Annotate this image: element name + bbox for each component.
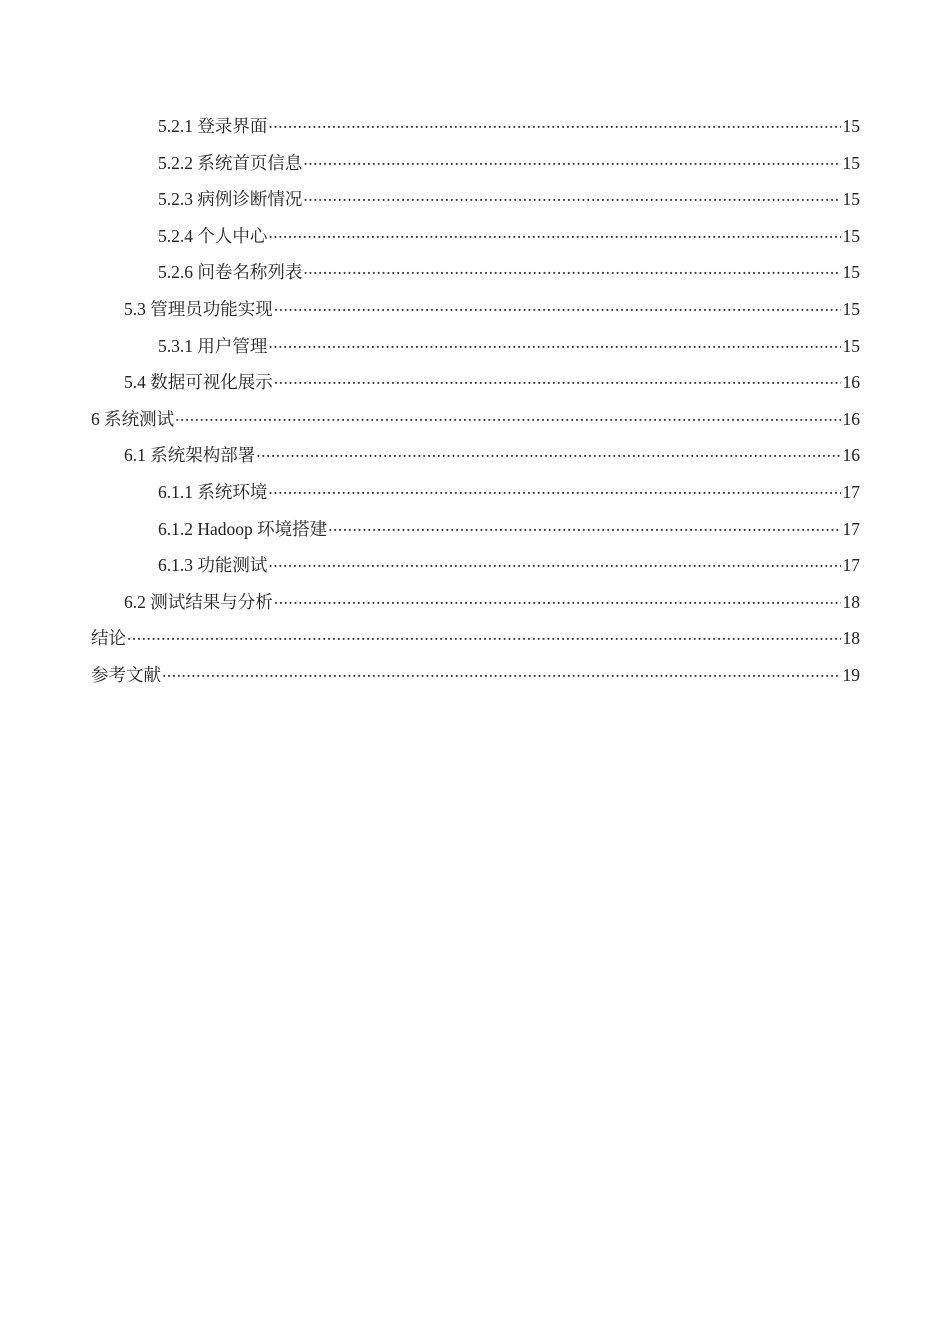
toc-entry-5-2-4[interactable] xyxy=(91,218,860,255)
toc-entry-title: 6.1.3 功能测试 xyxy=(158,555,268,576)
toc-entry-title: 结论 xyxy=(91,628,126,649)
dot-leader xyxy=(274,295,841,315)
dot-leader xyxy=(303,258,841,278)
toc-entry-title: 5.2.4 个人中心 xyxy=(158,225,268,246)
toc-entry-page: 18 xyxy=(842,628,860,649)
toc-entry-6[interactable] xyxy=(91,401,860,438)
toc-entry-title: 5.2.3 病例诊断情况 xyxy=(158,189,303,210)
toc-entry-page: 15 xyxy=(842,262,860,283)
toc-entry-page: 17 xyxy=(842,518,860,539)
toc-entry-page: 15 xyxy=(842,189,860,210)
dot-leader xyxy=(268,112,841,132)
toc-entry-title: 参考文献 xyxy=(91,664,161,685)
toc-entry-5-2-6[interactable] xyxy=(91,254,860,291)
table-of-contents xyxy=(91,108,860,694)
dot-leader xyxy=(127,624,841,644)
toc-entry-title: 6.1 系统架构部署 xyxy=(124,445,256,466)
toc-entry-title: 6.2 测试结果与分析 xyxy=(124,591,273,612)
toc-entry-5-3[interactable] xyxy=(91,291,860,328)
dot-leader xyxy=(256,441,841,461)
toc-entry-page: 16 xyxy=(842,408,860,429)
dot-leader xyxy=(175,405,841,425)
toc-entry-conclusion[interactable] xyxy=(91,620,860,657)
toc-entry-title: 6.1.1 系统环境 xyxy=(158,481,268,502)
toc-entry-title: 5.3 管理员功能实现 xyxy=(124,298,273,319)
toc-entry-page: 16 xyxy=(842,372,860,393)
dot-leader xyxy=(162,661,841,681)
toc-entry-6-1[interactable] xyxy=(91,437,860,474)
toc-entry-page: 15 xyxy=(842,152,860,173)
toc-entry-page: 16 xyxy=(842,445,860,466)
toc-entry-6-1-1[interactable] xyxy=(91,474,860,511)
toc-entry-title: 5.2.2 系统首页信息 xyxy=(158,152,303,173)
toc-entry-5-3-1[interactable] xyxy=(91,328,860,365)
dot-leader xyxy=(274,368,841,388)
dot-leader xyxy=(268,222,841,242)
toc-entry-6-1-3[interactable] xyxy=(91,547,860,584)
toc-entry-title: 6.1.2 Hadoop 环境搭建 xyxy=(158,518,328,539)
toc-entry-5-4[interactable] xyxy=(91,364,860,401)
toc-entry-page: 15 xyxy=(842,298,860,319)
dot-leader xyxy=(268,332,841,352)
dot-leader xyxy=(274,588,841,608)
dot-leader xyxy=(328,515,841,535)
toc-entry-page: 15 xyxy=(842,116,860,136)
toc-entry-references[interactable] xyxy=(91,657,860,694)
dot-leader xyxy=(303,149,841,169)
toc-entry-page: 17 xyxy=(842,555,860,576)
toc-entry-title: 5.2.6 问卷名称列表 xyxy=(158,262,303,283)
toc-entry-5-2-3[interactable] xyxy=(91,181,860,218)
toc-entry-title: 6 系统测试 xyxy=(91,408,175,429)
toc-entry-page: 15 xyxy=(842,335,860,356)
dot-leader xyxy=(268,551,841,571)
dot-leader xyxy=(268,478,841,498)
toc-entry-title: 5.3.1 用户管理 xyxy=(158,335,268,356)
dot-leader xyxy=(303,185,841,205)
toc-entry-page: 15 xyxy=(842,225,860,246)
toc-entry-title: 5.4 数据可视化展示 xyxy=(124,372,273,393)
toc-entry-5-2-2[interactable] xyxy=(91,145,860,182)
toc-entry-page: 18 xyxy=(842,591,860,612)
toc-entry-6-2[interactable] xyxy=(91,584,860,621)
toc-entry-5-2-1[interactable] xyxy=(91,108,860,145)
toc-entry-6-1-2[interactable] xyxy=(91,511,860,548)
toc-entry-page: 17 xyxy=(842,481,860,502)
toc-entry-title: 5.2.1 登录界面 xyxy=(158,116,268,136)
toc-entry-page: 19 xyxy=(842,664,860,685)
